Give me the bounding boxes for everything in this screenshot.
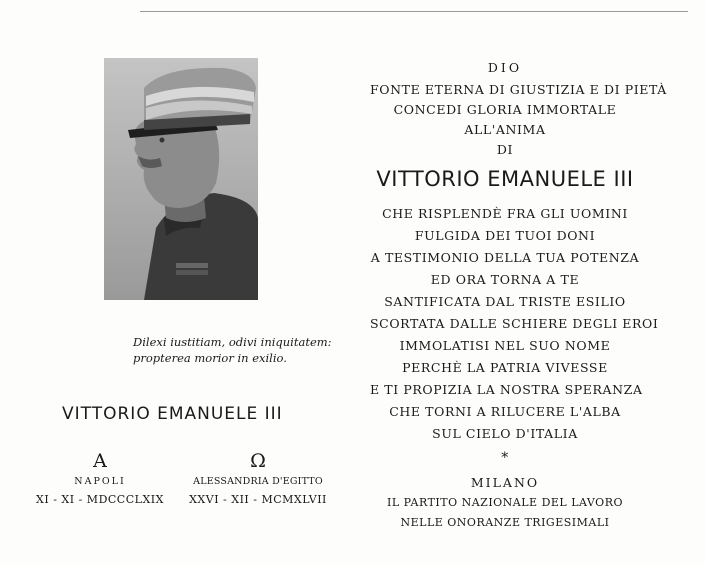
death-place: ALESSANDRIA D'EGITTO [193, 476, 323, 487]
body-line: SCORTATA DALLE SCHIERE DEGLI EROI [370, 316, 659, 331]
intro-line: FONTE ETERNA DI GIUSTIZIA E DI PIETÀ [370, 82, 667, 97]
body-line: CHE TORNI A RILUCERE L'ALBA [389, 404, 621, 419]
city-name: MILANO [470, 475, 540, 490]
omega-symbol: Ω [250, 450, 266, 472]
star-ornament: * [501, 450, 509, 466]
latin-motto [133, 334, 353, 366]
birth-date: XI - XI - MDCCCLXIX [36, 493, 164, 506]
intro-line: DI [496, 142, 514, 157]
body-line: ED ORA TORNA A TE [430, 272, 580, 287]
alpha-symbol: A [93, 450, 107, 472]
death-column [188, 450, 328, 506]
motto-line-1: Dilexi iustitiam, odivi iniquitatem: [133, 335, 332, 349]
right-name-title: VITTORIO EMANUELE III [376, 167, 634, 191]
body-line: E TI PROPIZIA LA NOSTRA SPERANZA [370, 382, 643, 397]
birth-place: NAPOLI [74, 476, 126, 487]
intro-line: CONCEDI GLORIA IMMORTALE [393, 102, 617, 117]
body-line: SUL CIELO D'ITALIA [432, 426, 578, 441]
body-line: SANTIFICATA DAL TRISTE ESILIO [384, 294, 626, 309]
footer-line: IL PARTITO NAZIONALE DEL LAVORO [387, 496, 623, 509]
body-line: CHE RISPLENDÈ FRA GLI UOMINI [382, 206, 628, 221]
top-rule [140, 11, 688, 12]
intro-line: ALL'ANIMA [464, 122, 546, 137]
body-line: A TESTIMONIO DELLA TUA POTENZA [370, 250, 640, 265]
body-line: IMMOLATISI NEL SUO NOME [399, 338, 611, 353]
body-line: PERCHÈ LA PATRIA VIVESSE [402, 360, 608, 375]
body-line: FULGIDA DEI TUOI DONI [414, 228, 596, 243]
birth-column [30, 450, 170, 506]
left-name-title: VITTORIO EMANUELE III [62, 404, 283, 424]
intro-line: DIO [487, 60, 523, 75]
portrait-photo [104, 58, 258, 300]
footer-line: NELLE ONORANZE TRIGESIMALI [400, 516, 610, 529]
motto-line-2: propterea morior in exilio. [133, 351, 287, 365]
death-date: XXVI - XII - MCMXLVII [189, 493, 327, 506]
